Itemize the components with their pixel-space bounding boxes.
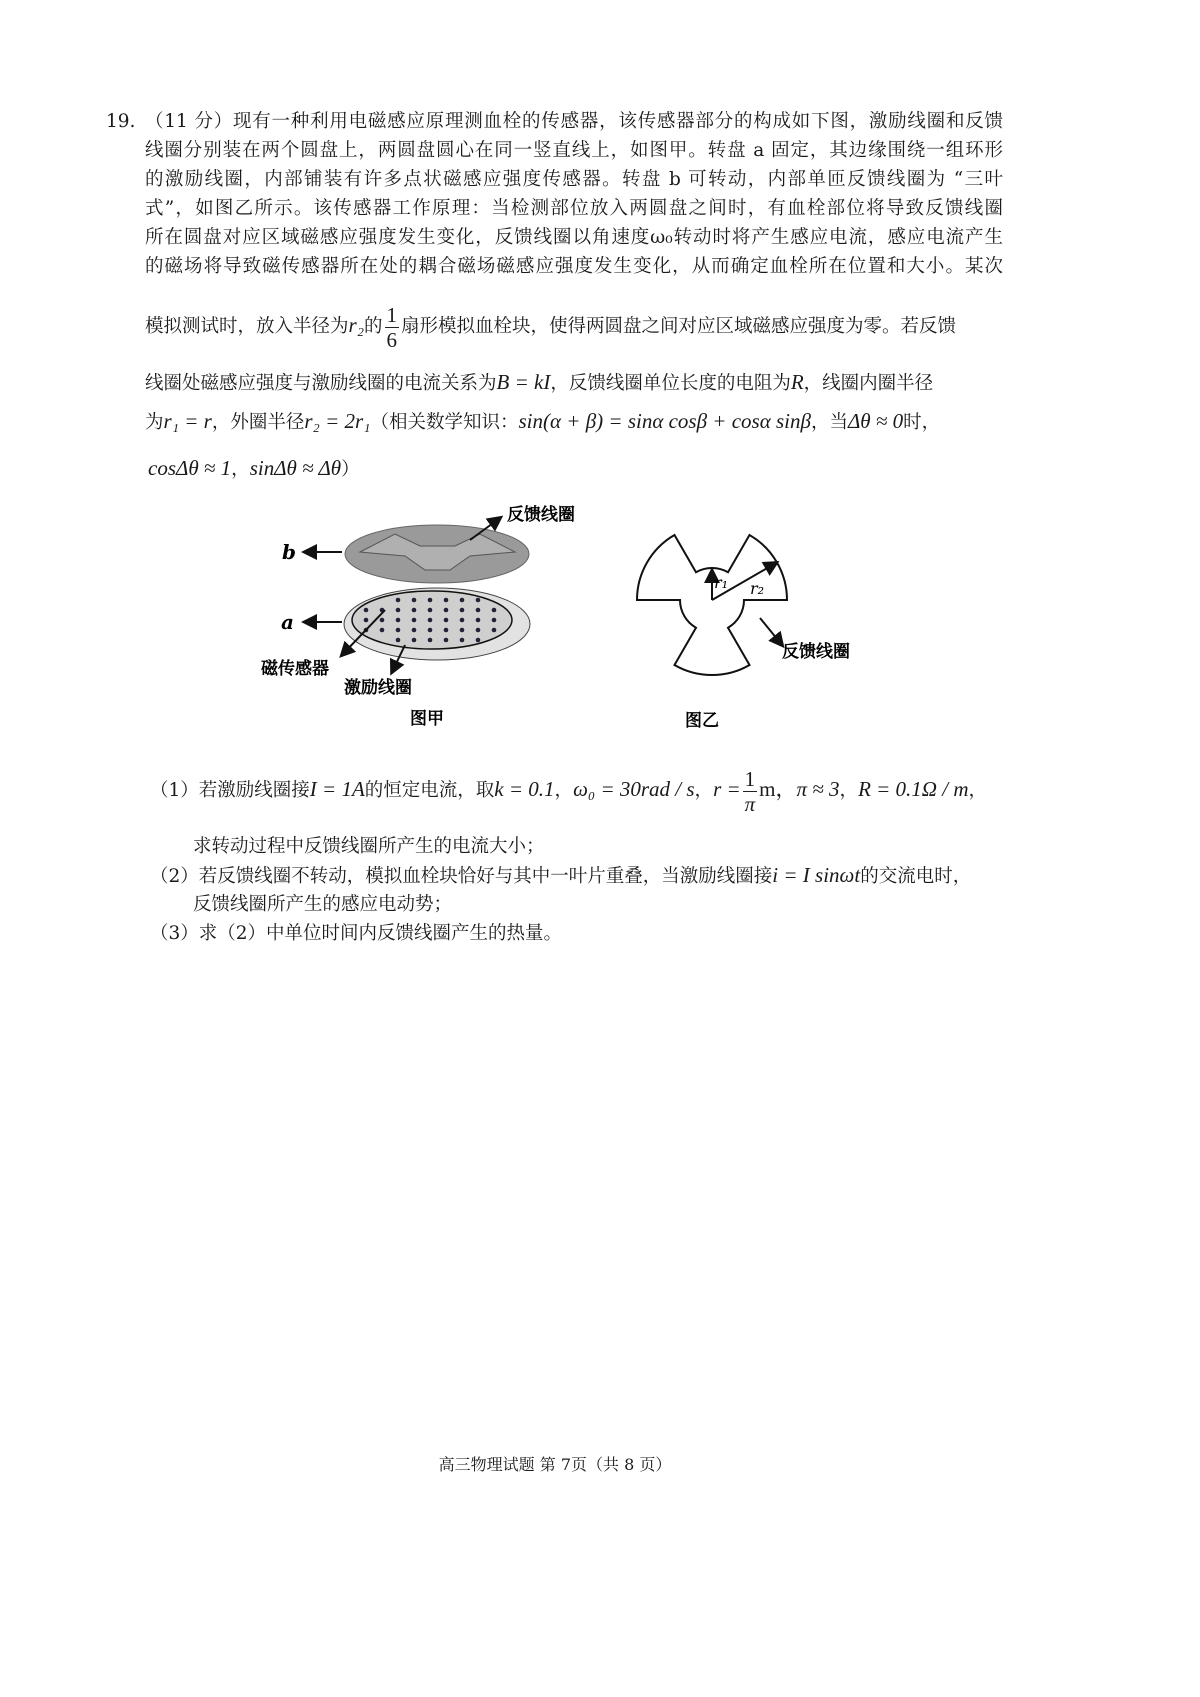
label-r2: r₂ [750,579,765,598]
math: ω₀ = 30rad / s [573,777,695,801]
sensor-dot [412,628,417,633]
numerator: 1 [386,302,398,327]
sensor-dot [476,638,481,643]
text: ， [839,780,859,801]
question-line-3: 的激励线圈，内部铺装有许多点状磁感应强度传感器。转盘 b 可转动，内部单匝反馈线圈为 “三叶 [145,169,1003,190]
sensor-dot [428,628,433,633]
text: ，外圈半径 [211,412,305,433]
sensor-dot [444,618,449,623]
text: 线圈处磁感应强度与激励线圈的电流关系为 [145,373,497,394]
text: 模拟测试时，放入半径为 [145,316,349,337]
label-magnetic-sensor: 磁传感器 [261,659,329,679]
text: m， [759,777,797,801]
subquestion-2-line-2: 反馈线圈所产生的感应电动势； [193,894,453,915]
sensor-dot [396,638,401,643]
math-b-eq-ki: B = kI [496,370,551,394]
text: ，线圈内圈半径 [803,373,934,394]
page-footer: 高三物理试题 第 7页（共 8 页） [438,1455,672,1474]
sensor-dot [492,608,497,613]
question-number: 19. [106,111,136,132]
sensor-dot [380,628,385,633]
text: ，当 [810,412,848,433]
text: （2）若反馈线圈不转动，模拟血栓块恰好与其中一叶片重叠，当激励线圈接 [150,866,773,887]
math: r₂ = 2r₁ [304,409,371,433]
question-line-6: 的磁场将导致磁传感器所在处的耦合磁场磁感应强度发生变化，从而确定血栓所在位置和大小。某次 [145,256,1003,277]
sensor-dot [444,628,449,633]
text: 的 [364,316,383,337]
label-feedback-coil-2: 反馈线圈 [782,642,850,662]
text: 的交流电时， [860,866,972,887]
sensor-dot [492,628,497,633]
sensor-dot [460,638,465,643]
text: 扇形模拟血栓块，使得两圆盘之间对应区域磁感应强度为零。若反馈 [401,316,957,337]
math: sinΔθ ≈ Δθ [249,456,342,480]
sensor-dot [396,598,401,603]
figure-b [637,535,850,731]
sensor-dot [364,608,369,613]
sensor-dot [428,618,433,623]
text: 为 [145,412,164,433]
sensor-dot [476,598,481,603]
text: （1）若激励线圈接 [150,780,310,801]
text: ） [341,459,360,480]
sensor-dot [476,608,481,613]
label-r1: r₁ [714,573,729,592]
math: k = 0.1 [494,777,555,801]
label-a: a [281,610,294,634]
sensor-dot [460,598,465,603]
subquestion-3: （3）求（2）中单位时间内反馈线圈产生的热量。 [150,923,563,944]
text: ， [694,780,714,801]
math: Δθ ≈ 0 [847,409,904,433]
subquestion-2 [150,861,971,891]
math: r = [713,777,741,801]
text: ， [231,459,250,480]
sensor-dot [396,608,401,613]
arrow-feedback-2 [760,618,782,645]
label-b: b [282,540,296,564]
question-line-5: 所在圆盘对应区域磁感应强度发生变化，反馈线圈以角速度ω₀转动时将产生感应电流，感应电流产生 [145,227,1003,248]
sensor-dot [396,628,401,633]
figures [0,0,1200,760]
sensor-dot [364,618,369,623]
math: I = 1A [309,777,365,801]
sensor-dot [428,598,433,603]
sensor-dot [492,618,497,623]
sensor-dot [428,638,433,643]
math: i = I sinωt [772,863,861,887]
label-excitation-coil: 激励线圈 [344,678,412,698]
sensor-dot [412,598,417,603]
math-r2: r₂ [348,313,364,337]
sensor-dot [444,598,449,603]
text: ，反馈线圈单位长度的电阻为 [550,373,791,394]
subquestion-1 [150,760,987,820]
math: R = 0.1Ω / m [858,777,969,801]
sensor-dot [396,618,401,623]
sensor-dot [412,618,417,623]
text: 时， [903,412,941,433]
sensor-dot [476,618,481,623]
caption-fig-b: 图乙 [685,711,719,731]
denominator: π [744,791,756,816]
figure-a [261,504,575,729]
math-identity: sin(α + β) = sinα cosβ + cosα sinβ [518,409,811,433]
sensor-dot [380,618,385,623]
math: cosΔθ ≈ 1 [148,456,232,480]
subquestion-1-line-2: 求转动过程中反馈线圈所产生的电流大小； [193,836,545,857]
math: π ≈ 3 [796,777,840,801]
question-line-1: （11 分）现有一种利用电磁感应原理测血栓的传感器，该传感器部分的构成如下图，激励线圈和反馈 [145,111,1003,132]
question-line-4: 式”，如图乙所示。该传感器工作原理：当检测部位放入两圆盘之间时，有血栓部位将导致反馈线圈 [145,198,1003,219]
sensor-dot [412,638,417,643]
label-feedback-coil: 反馈线圈 [507,505,575,525]
sensor-dot [476,628,481,633]
sensor-dot [460,608,465,613]
text: ， [554,780,574,801]
sensor-dot [428,608,433,613]
denominator: 6 [386,327,398,352]
sensor-dot [444,638,449,643]
sensor-dot [460,628,465,633]
numerator: 1 [744,766,756,791]
three-leaf-coil [637,535,787,675]
sensor-dot [412,608,417,613]
sensor-dot [460,618,465,623]
text: ， [968,780,988,801]
text: （相关数学知识： [370,412,519,433]
fraction-one-over-pi [743,767,758,816]
caption-fig-a: 图甲 [410,709,444,729]
math-r: R [790,370,804,394]
math: r₁ = r [163,409,212,433]
question-line-2: 线圈分别装在两个圆盘上，两圆盘圆心在同一竖直线上，如图甲。转盘 a 固定，其边缘围绕一组环形 [145,140,1003,161]
sensor-dot [444,608,449,613]
text: 的恒定电流，取 [364,780,495,801]
